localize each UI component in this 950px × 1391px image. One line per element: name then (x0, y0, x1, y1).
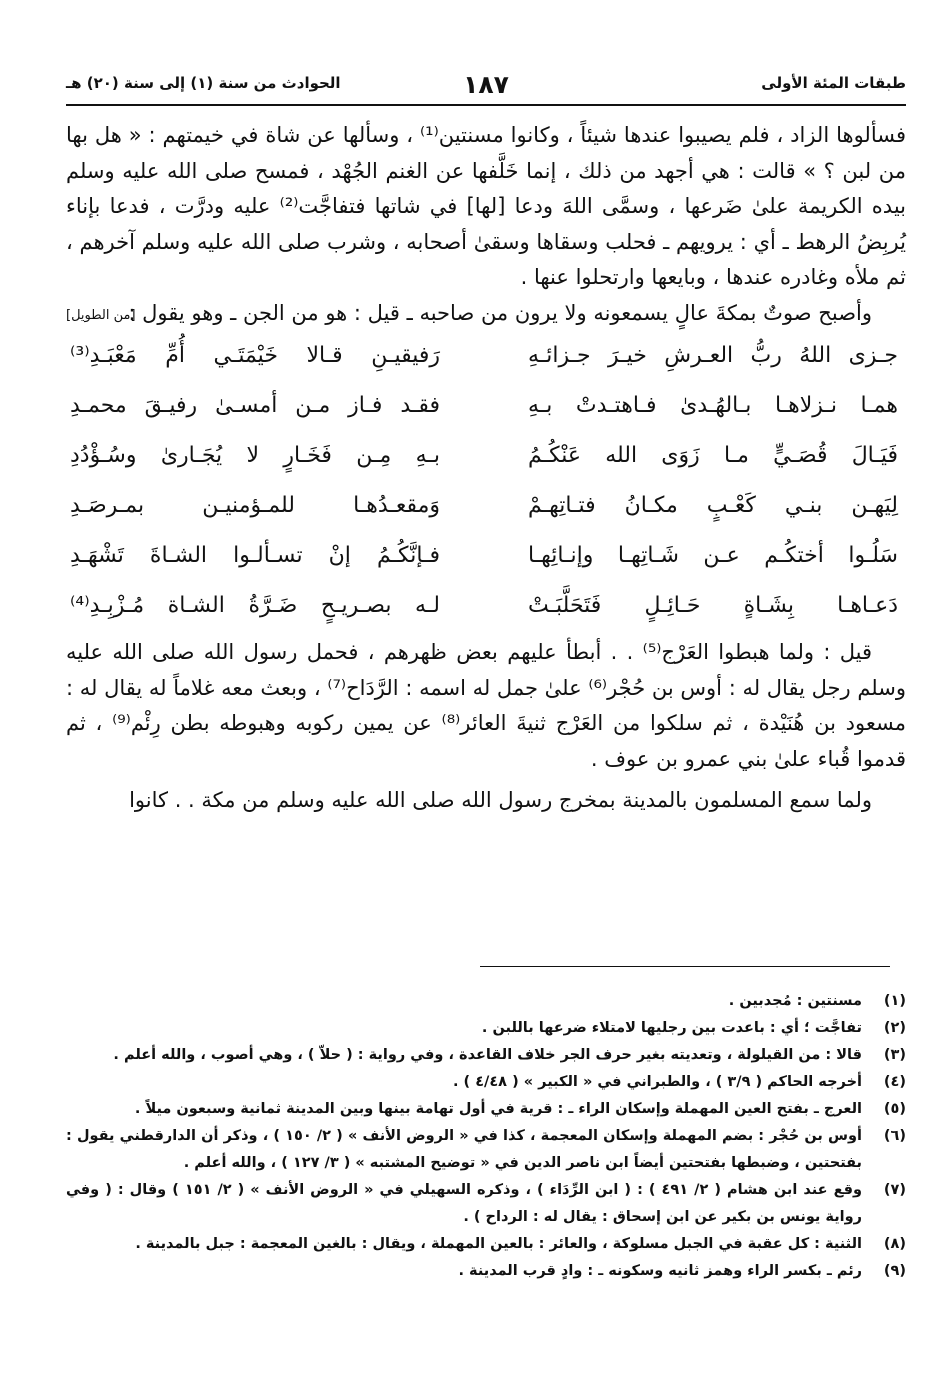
verse-first-hemistich: لِيَهـن بنـي كَعْـبٍ مكـانُ فتـاتِهـمْ (528, 493, 898, 519)
footnotes (66, 988, 906, 1285)
footnote (66, 1123, 906, 1177)
footnote-text: الثنية : كل عقبة في الجبل مسلوكة ، والعائر : بالعين المهملة ، ويقال : بالغين المعجمة : جبل بالمدينة . (135, 1236, 862, 1252)
footnote (66, 1258, 906, 1285)
verse-first-hemistich: همـا نـزلاهـا بـالهُـدىٰ فـاهتـدتْ بـهِ (528, 393, 898, 419)
paragraph: فسألوها الزاد ، فلم يصيبوا عندها شيئاً ، وكانوا مسنتين⁽¹⁾ ، وسألها عن شاة في خيمتهم : « هل بها من لبن ؟ » قالت : هي أجهد من ذلك ، إنما خَلَّفها عن الغنم الجُهْد ، فمسح صلى الله عليه وسلم بيده الكريمة علىٰ ضَرعها ، وسمَّى اللهَ ودعا [لها] في شاتها فتفاجَّت⁽²⁾ عليه ودرَّت ، فدعا بإناء يُربِضُ الرهط ـ أي : يرويهم ـ فحلب وسقاها وسقىٰ أصحابه ، وشرب صلى الله عليه وسلم آخرهم ، ثم ملأه وغادره عندها ، وبايعها وارتحلوا عنها . (66, 123, 906, 289)
footnote (66, 1069, 906, 1096)
footnote-text: رئم ـ بكسر الراء وهمز ثانيه وسكونه ـ : وادٍ قرب المدينة . (458, 1263, 862, 1279)
footnote-text: مسنتين : مُجدبين . (728, 993, 862, 1009)
footnote-separator (480, 966, 890, 967)
footnote (66, 988, 906, 1015)
footnote-number: (٢) (883, 1020, 906, 1036)
footnote-number: (٥) (883, 1101, 906, 1117)
footnote-number: (٨) (883, 1236, 906, 1252)
verse (66, 581, 906, 631)
footnote-text: أوس بن حُجْر : بضم المهملة وإسكان المعجمة ، كذا في « الروض الأنف » ( ٢/ ١٥٠ ) ، وذكر أن الدارقطني يقول : بفتحتين ، وضبطها بفتحتين أيضاً ابن ناصر الدين في « توضيح المشتبه » ( ٣/ ١٢٧ ) ، والله أعلم . (66, 1128, 862, 1171)
main-text (66, 118, 906, 819)
verse-second-hemistich: لـه بصـريـحٍ ضَـرَّةُ الشـاة مُـزْبِـدِ⁽⁴⁾ (70, 593, 440, 619)
paragraph: قيل : ولما هبطوا العَرْج⁽⁵⁾ . . أبطأ عليهم بعض ظهرهم ، فحمل رسول الله صلى الله عليه وسلم رجل يقال له : أوس بن حُجْر⁽⁶⁾ علىٰ جمل له اسمه : الرَّدَاح⁽⁷⁾ ، وبعث معه غلاماً له يقال له : مسعود بن هُنَيْدة ، ثم سلكوا من العَرْج ثنيةَ العائر⁽⁸⁾ عن يمين ركوبه وهبوطه بطن رِئْم⁽⁹⁾ ، ثم قدموا قُباء علىٰ بني عمرو بن عوف . (66, 640, 906, 771)
footnote (66, 1042, 906, 1069)
footnote-number: (٧) (883, 1182, 906, 1198)
footnote-text: وقع عند ابن هشام ( ٢/ ٤٩١ ) : ( ابن الرِّدَاء ) ، وذكره السهيلي في « الروض الأنف » ( ٢/ ١٥١ ) وقال : ( وفي رواية يونس بن بكير عن ابن إسحاق : يقال له : الرداح ) . (66, 1182, 862, 1225)
book-title: طبقات المئة الأولى (761, 74, 906, 92)
footnote-number: (٦) (883, 1128, 906, 1144)
footnote-text: تفاجَّت ؛ أي : باعدت بين رجليها لامتلاء ضرعها باللبن . (481, 1020, 862, 1036)
footnote (66, 1177, 906, 1231)
verse (66, 481, 906, 531)
verse-second-hemistich: وَمقعـدُهـا للمـؤمنيـن بمـرصَـدِ (70, 493, 440, 519)
footnote-number: (٩) (883, 1263, 906, 1279)
verse-second-hemistich: بـهِ مِـن فَخَـارٍ لا يُجَـارىٰ وسُـؤْدُدِ (70, 443, 440, 469)
footnote-text: قالا : من القيلولة ، وتعديته بغير حرف الجر خلاف القاعدة ، وفي رواية : ( حلاّ ) ، وهي أصوب ، والله أعلم . (113, 1047, 862, 1063)
footnote-text: أخرجه الحاكم ( ٣/٩ ) ، والطبراني في « الكبير » ( ٤/٤٨ ) . (452, 1074, 862, 1090)
footnote-text: العرج ـ بفتح العين المهملة وإسكان الراء ـ : قرية في أول تهامة بينها وبين المدينة ثمانية وسبعون ميلاً . (134, 1101, 862, 1117)
paragraph: وأصبح صوتٌ بمكةَ عالٍ يسمعونه ولا يرون من صاحبه ـ قيل : هو من الجن ـ وهو يقول : (128, 300, 872, 325)
page-number: ١٨٧ (463, 70, 509, 99)
meter-note: [من الطويل] (66, 308, 136, 323)
verse (66, 331, 906, 381)
footnote-number: (١) (883, 993, 906, 1009)
verse-first-hemistich: دَعـاهـا بِشَـاةٍ حَـائِـلٍ فَتَحَلَّبَـتْ (528, 593, 898, 619)
verse-first-hemistich: سَلُـوا أختكُـم عـن شَـاتِهـا وإنـائِهـا (528, 543, 898, 569)
footnote-number: (٣) (883, 1047, 906, 1063)
paragraph: ولما سمع المسلمون بالمدينة بمخرج رسول الله صلى الله عليه وسلم من مكة . . كانوا (129, 788, 872, 812)
verse-first-hemistich: فَيَـالَ قُصَـيٍّ مـا زَوَى الله عَنْكُـمُ (528, 443, 898, 469)
footnote (66, 1231, 906, 1258)
verse-second-hemistich: فقـد فـاز مـن أمسـىٰ رفيـقَ محمـدِ (70, 393, 440, 419)
verse (66, 531, 906, 581)
footnote-number: (٤) (883, 1074, 906, 1090)
footnote (66, 1015, 906, 1042)
verse-second-hemistich: فـإنَّكُـمُ إنْ تسـألـوا الشـاةَ تَشْهَـدِ (70, 543, 440, 569)
verse-second-hemistich: رَفيقيـنِ قـالا خَيْمَتَـي أُمِّ مَعْبَـدِ⁽³⁾ (70, 343, 440, 369)
verse-first-hemistich: جـزى اللهُ ربُّ العـرشِ خيـرَ جـزائـهِ (528, 343, 898, 369)
poem (66, 331, 906, 631)
section-title: الحوادث من سنة (١) إلى سنة (٢٠) هـ (66, 74, 341, 92)
footnote (66, 1096, 906, 1123)
verse (66, 431, 906, 481)
running-header (66, 70, 906, 106)
verse (66, 381, 906, 431)
